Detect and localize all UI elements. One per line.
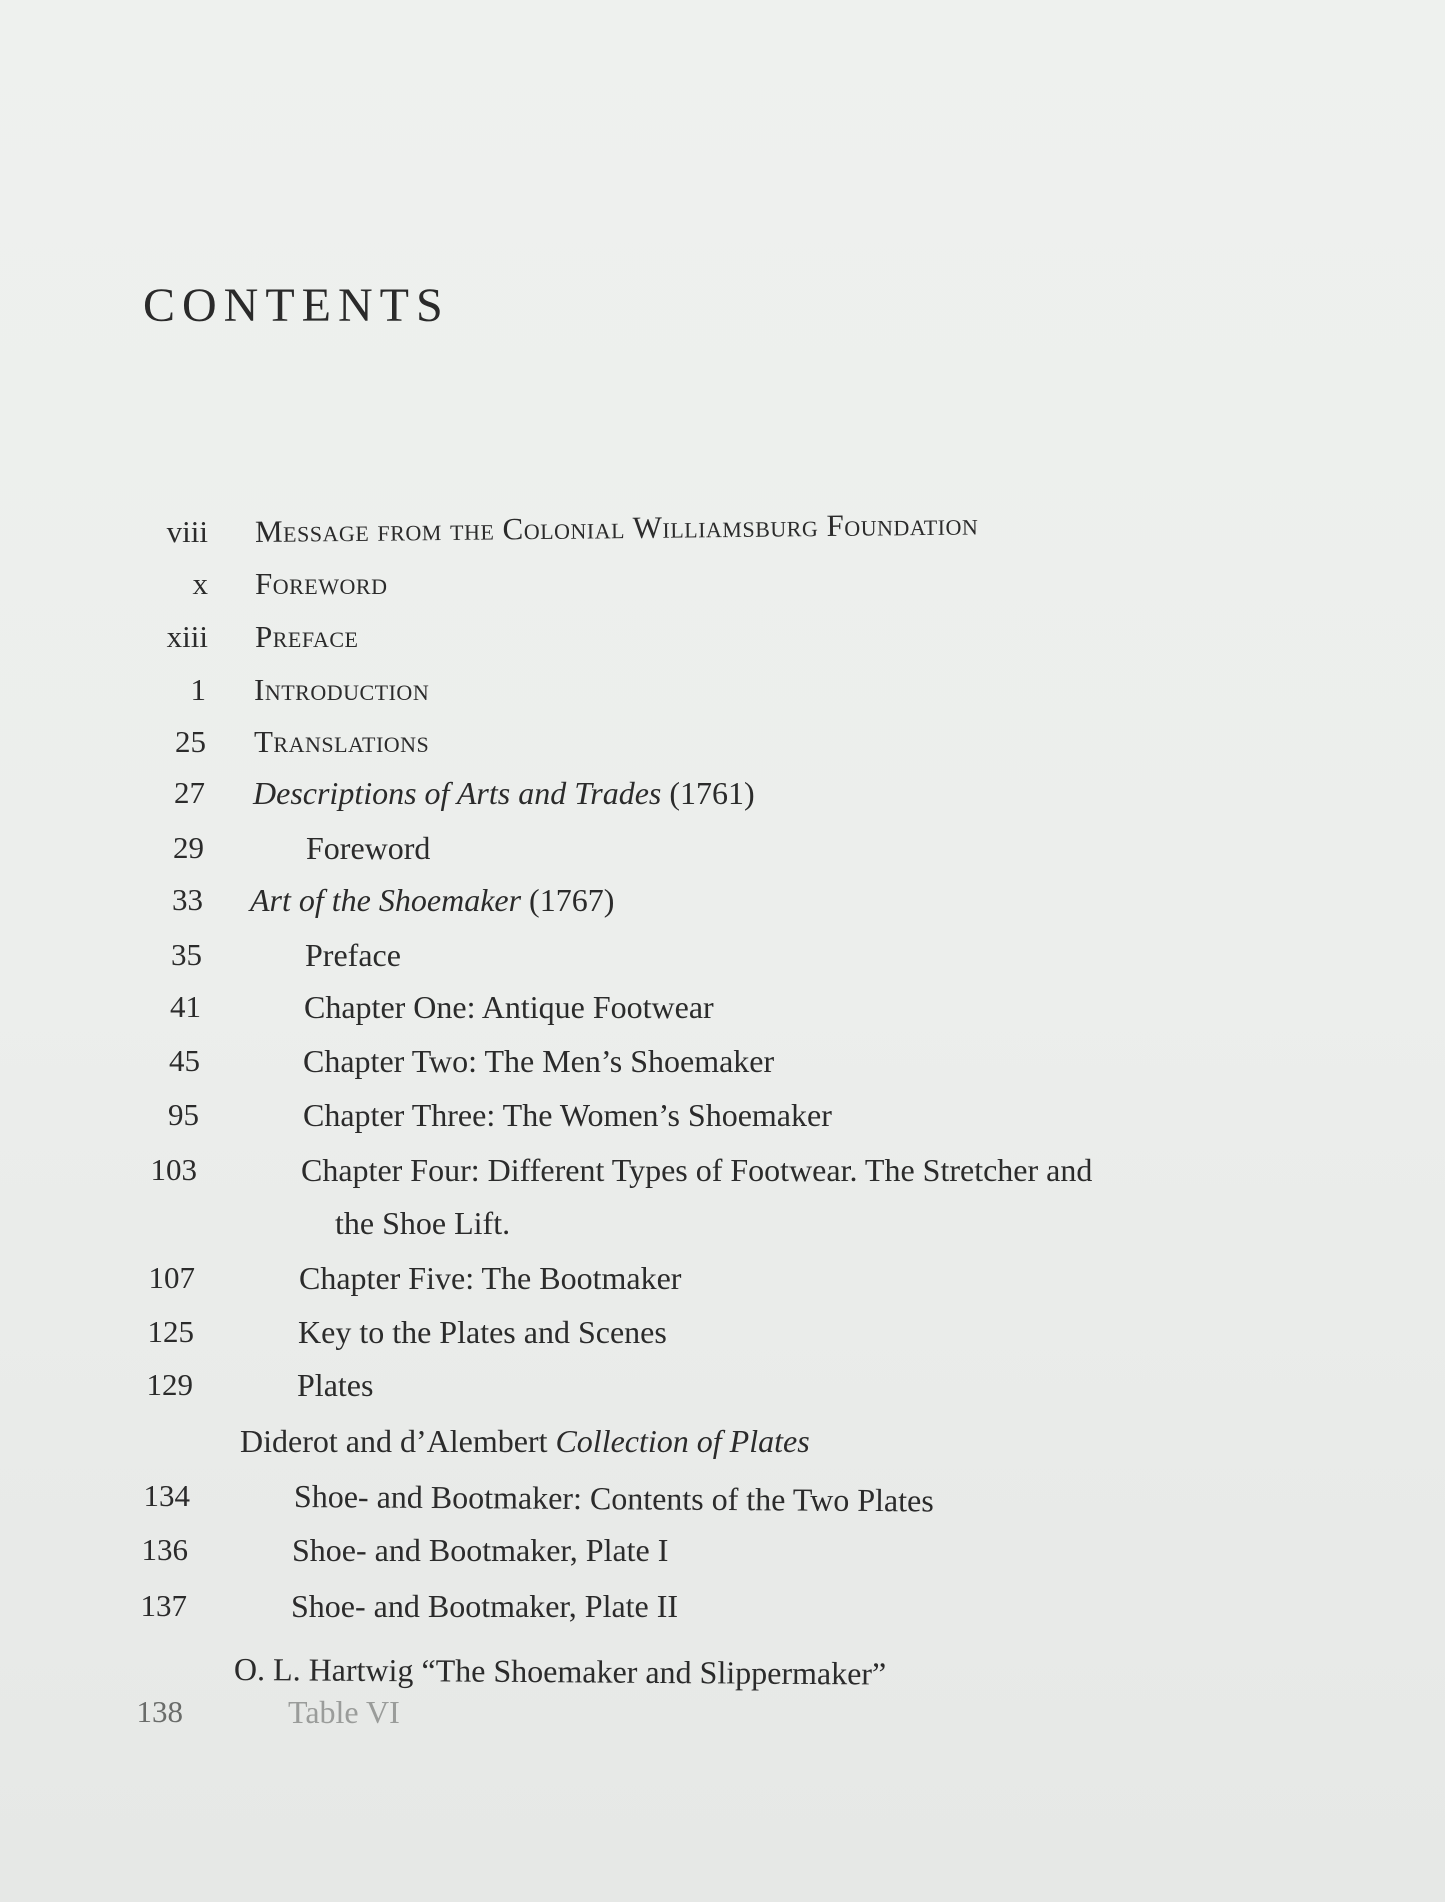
toc-entry-title: Chapter Two: The Men’s Shoemaker xyxy=(303,1043,775,1079)
toc-entry xyxy=(0,1363,1445,1407)
toc-entry xyxy=(0,1256,1445,1300)
toc-entry-title: Chapter Four: Different Types of Footwear. The Stretcher and xyxy=(301,1152,1093,1188)
toc-page-number: 35 xyxy=(171,937,202,972)
toc-entry xyxy=(0,1690,1445,1734)
toc-entry-title-continuation: the Shoe Lift. xyxy=(335,1205,511,1241)
toc-entry-title-italic: Art of the Shoemaker xyxy=(250,882,522,918)
toc-page-number: 134 xyxy=(143,1478,190,1513)
toc-entry-title: Foreword xyxy=(306,830,431,866)
toc-entry-title xyxy=(253,771,755,815)
toc-page-number: 27 xyxy=(174,775,205,810)
toc-entry xyxy=(0,985,1445,1029)
toc-page-number: 129 xyxy=(146,1367,193,1402)
toc-entry-title xyxy=(250,878,614,922)
toc-entry xyxy=(0,1310,1445,1354)
toc-entry-title: Preface xyxy=(255,619,359,654)
toc-entry xyxy=(0,506,1445,554)
toc-entry-title-italic: Descriptions of Arts and Trades xyxy=(253,775,662,811)
toc-entry-title: Chapter Five: The Bootmaker xyxy=(299,1260,682,1296)
toc-page-number: x xyxy=(192,566,208,601)
toc-entry-title: Foreword xyxy=(255,566,388,601)
toc-page-number: 107 xyxy=(148,1260,195,1295)
toc-entry xyxy=(0,720,1445,764)
toc-page-number: 33 xyxy=(172,882,203,917)
toc-page-number: 103 xyxy=(150,1152,197,1187)
toc-entry xyxy=(0,1584,1445,1628)
toc-entry-title: Introduction xyxy=(254,672,430,707)
toc-entry-title: Translations xyxy=(254,724,430,759)
toc-page-number: 25 xyxy=(175,724,206,759)
page-title: CONTENTS xyxy=(143,279,450,332)
toc-entry-title: Message from the Colonial Williamsburg Foundation xyxy=(254,506,979,549)
toc-entry-title: Chapter Three: The Women’s Shoemaker xyxy=(303,1097,832,1133)
toc-entry-title: Preface xyxy=(305,937,401,973)
toc-page-number: 1 xyxy=(190,672,206,707)
toc-section-heading xyxy=(0,1419,1445,1463)
toc-page-number: 136 xyxy=(141,1532,188,1567)
toc-entry xyxy=(0,1093,1445,1137)
toc-page-number: 45 xyxy=(169,1043,200,1078)
toc-entry-title: Shoe- and Bootmaker, Plate I xyxy=(292,1532,669,1568)
toc-page-number: 138 xyxy=(136,1694,183,1729)
toc-page-number: 41 xyxy=(170,989,201,1024)
toc-entry xyxy=(0,826,1445,870)
toc-entry xyxy=(0,1474,1445,1518)
toc-page-number: 125 xyxy=(147,1314,194,1349)
toc-entry xyxy=(0,615,1445,659)
toc-section-title: O. L. Hartwig “The Shoemaker and Slippermaker” xyxy=(233,1651,887,1692)
toc-page-number: 95 xyxy=(168,1097,199,1132)
toc-entry-title: Key to the Plates and Scenes xyxy=(298,1314,667,1350)
toc-entry xyxy=(0,1148,1445,1192)
toc-entry-title: Shoe- and Bootmaker, Plate II xyxy=(291,1588,679,1624)
toc-page-number: viii xyxy=(166,514,208,549)
toc-page-number: 137 xyxy=(140,1588,187,1623)
toc-entry-title-date: (1761) xyxy=(661,775,755,811)
toc-entry-title: Shoe- and Bootmaker: Contents of the Two Plates xyxy=(293,1478,934,1519)
toc-entry xyxy=(0,878,1445,922)
toc-entry xyxy=(0,1039,1445,1083)
toc-entry xyxy=(0,562,1445,606)
toc-entry-title: Chapter One: Antique Footwear xyxy=(304,989,714,1025)
toc-entry-title-date: (1767) xyxy=(521,882,615,918)
toc-section-title xyxy=(240,1419,810,1463)
toc-entry xyxy=(0,668,1445,712)
toc-section-title-italic: Collection of Plates xyxy=(555,1423,810,1459)
toc-entry-title: Table VI xyxy=(288,1694,400,1730)
toc-entry xyxy=(0,771,1445,815)
toc-page-number: xiii xyxy=(166,619,208,654)
toc-entry-title: Plates xyxy=(297,1367,374,1403)
toc-section-title-text: Diderot and d’Alembert xyxy=(240,1423,556,1459)
toc-entry-continuation xyxy=(0,1201,1445,1245)
toc-section-heading xyxy=(0,1647,1445,1691)
toc-page-number: 29 xyxy=(173,830,204,865)
toc-entry xyxy=(0,933,1445,977)
toc-entry xyxy=(0,1528,1445,1572)
